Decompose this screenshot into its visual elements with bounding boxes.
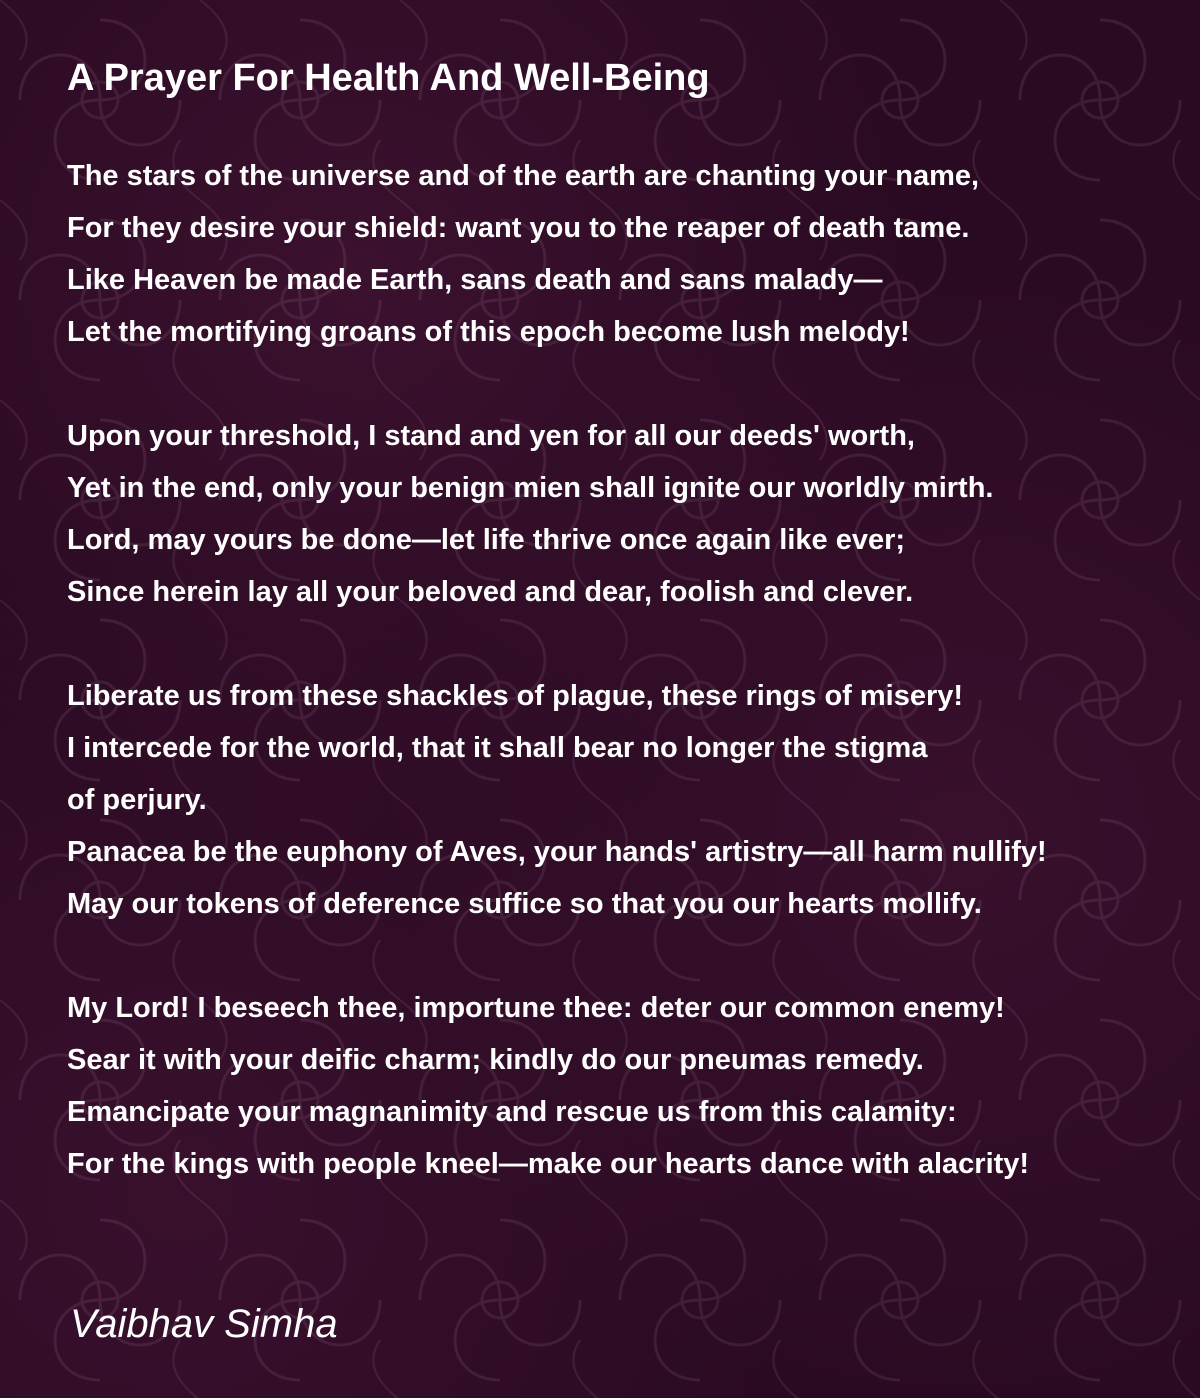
poem-line: of perjury. [67,784,207,816]
poem-body [67,150,1182,1242]
poem-line: I intercede for the world, that it shall bear no longer the stigma [67,732,928,764]
poem-line: For the kings with people kneel—make our hearts dance with alacrity! [67,1148,1030,1180]
poem-line: Like Heaven be made Earth, sans death and sans malady— [67,264,883,296]
poem-line: Since herein lay all your beloved and dear, foolish and clever. [67,576,914,608]
poem-title: A Prayer For Health And Well-Being [67,57,710,99]
poem-line: Let the mortifying groans of this epoch become lush melody! [67,316,910,348]
stanza-1 [67,150,1182,358]
stanza-2 [67,410,1182,618]
poem-line: Sear it with your deific charm; kindly do our pneumas remedy. [67,1044,924,1076]
poem-line: My Lord! I beseech thee, importune thee: deter our common enemy! [67,992,1005,1024]
poem-line: May our tokens of deference suffice so that you our hearts mollify. [67,888,982,920]
stanza-3 [67,670,1182,930]
poem-line: Upon your threshold, I stand and yen for all our deeds' worth, [67,420,915,452]
poem-line: For they desire your shield: want you to the reaper of death tame. [67,212,970,244]
poem-line: Lord, may yours be done—let life thrive once again like ever; [67,524,906,556]
poem-line: Yet in the end, only your benign mien shall ignite our worldly mirth. [67,472,994,504]
poem-line: Panacea be the euphony of Aves, your hands' artistry—all harm nullify! [67,836,1047,868]
author-name: Vaibhav Simha [70,1302,338,1346]
poem-line: Liberate us from these shackles of plague, these rings of misery! [67,680,964,712]
poem-line: The stars of the universe and of the earth are chanting your name, [67,160,980,192]
stanza-4 [67,982,1182,1190]
poem-line: Emancipate your magnanimity and rescue us from this calamity: [67,1096,957,1128]
